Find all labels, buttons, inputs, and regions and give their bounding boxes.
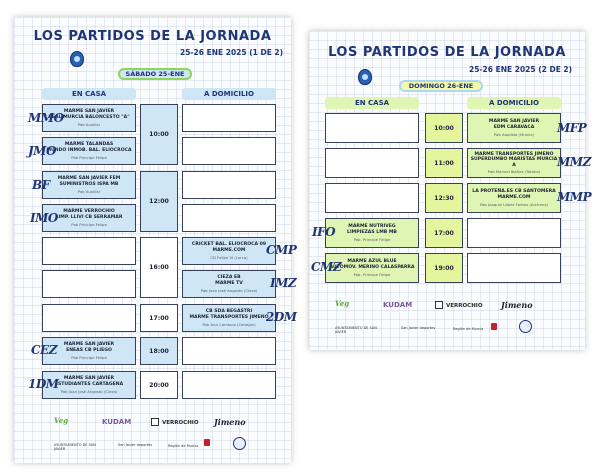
match-time: 18:00 xyxy=(140,337,178,365)
poster-saturday xyxy=(14,17,297,463)
match-venue: Pab. Príncipe Felipe xyxy=(353,236,391,242)
match-venue: Pab Manuel Ibáñez (Totana) xyxy=(487,169,541,175)
match-card xyxy=(42,171,136,199)
sponsor-jimeno-logo: Jimeno xyxy=(214,417,246,427)
match-card xyxy=(467,183,561,213)
match-time: 20:00 xyxy=(140,371,178,399)
column-header-home: EN CASA xyxy=(325,97,419,109)
match-time: 17:00 xyxy=(140,304,178,332)
match-card xyxy=(467,148,561,178)
match-time: 19:00 xyxy=(425,253,463,283)
empty-slot xyxy=(325,113,419,143)
empty-slot xyxy=(182,104,276,132)
empty-slot xyxy=(182,337,276,365)
empty-slot xyxy=(182,171,276,199)
match-venue: Pab Ana Carrasco (Cehegín) xyxy=(202,321,256,327)
empty-slot xyxy=(42,304,136,332)
match-teams: MARME SAN JAVIER FEM SUMINISTROS ISPA MB xyxy=(57,176,121,187)
match-teams: LA PROTEÑA.ES CB SANTOMERA MARME.COM xyxy=(472,189,556,200)
match-venue: Pab Alquibla (Murcia) xyxy=(493,131,535,137)
category-code: MMZ xyxy=(557,155,591,169)
match-time: 11:00 xyxy=(425,148,463,178)
sponsor-kudam-logo: KUDAM xyxy=(383,301,413,309)
empty-slot xyxy=(182,371,276,399)
day-label: DOMINGO 26-ENE xyxy=(399,80,483,92)
match-time: 10:00 xyxy=(425,113,463,143)
column-header-home: EN CASA xyxy=(42,88,136,100)
federation-logo-icon xyxy=(233,437,246,450)
match-teams: MARME AZUL BLUE AUTOMÓV. MERINO CALASPARRA xyxy=(329,259,415,270)
category-code: CMP xyxy=(266,243,297,257)
sponsor-ayuntamiento: AYUNTAMIENTO DE SAN JAVIER xyxy=(54,443,96,451)
verrochio-icon xyxy=(435,301,443,309)
category-code: IFO xyxy=(312,225,336,239)
match-teams: MARME TRANSPORTES JIMENO SUPERDUMBO MARISTAS MURCIA A xyxy=(470,151,558,168)
category-code: IMZ xyxy=(270,276,297,290)
poster-dates: 25-26 ENE 2025 (2 DE 2) xyxy=(469,65,573,74)
match-time: 16:00 xyxy=(140,237,178,298)
match-venue: Pab Juan José Angosto (Cieza) xyxy=(60,388,118,394)
empty-slot xyxy=(182,137,276,165)
sponsor-sanjavier-deportes: San Javier deportes xyxy=(118,443,153,447)
sponsor-sanjavier-deportes: San Javier deportes xyxy=(401,326,436,330)
match-time: 10:00 xyxy=(140,104,178,165)
sponsor-region-murcia: Región de Murcia xyxy=(168,444,199,448)
category-code: 2DM xyxy=(266,310,297,324)
federation-logo-icon xyxy=(519,320,532,333)
match-time: 17:00 xyxy=(425,218,463,248)
sponsor-verrochio-logo: VERROCHIO xyxy=(162,420,199,426)
match-teams: MARME NUTRIVEG LIMPIEZAS LMB MB xyxy=(347,224,397,235)
category-code: 1DM xyxy=(28,377,59,391)
match-venue: Pab Auxiliar xyxy=(77,121,101,127)
club-logo-icon xyxy=(358,69,372,85)
sponsor-region-murcia: Región de Murcia xyxy=(453,327,484,331)
category-code: MFP xyxy=(557,121,587,135)
poster-sunday xyxy=(309,31,592,350)
empty-slot xyxy=(325,148,419,178)
empty-slot xyxy=(42,237,136,265)
match-teams: MARME SAN JAVIER EDM CARAVACA xyxy=(488,119,540,130)
match-teams: MARME TALANDAS MUNDO INMOB. BAL. ELIOCROCA xyxy=(46,142,132,153)
club-logo-icon xyxy=(70,51,84,67)
sponsor-ayuntamiento: AYUNTAMIENTO DE SAN JAVIER xyxy=(335,326,377,334)
match-venue: Pab Joaquín López Fontes (Archena) xyxy=(479,201,549,207)
match-venue: Pab Juan José Angosto (Cieza) xyxy=(200,287,258,293)
match-venue: CD Felipe VI (Lorca) xyxy=(210,254,248,260)
match-teams: CIEZA EB MARME TV xyxy=(215,275,243,286)
poster-dates: 25-26 ENE 2025 (1 DE 2) xyxy=(180,48,284,57)
category-code: MMO xyxy=(28,111,64,125)
category-code: CEZ xyxy=(31,343,57,357)
match-teams: MARME SAN JAVIER ENEAS CB PLIEGO xyxy=(63,342,115,353)
match-teams: MARME SAN JAVIER REAL MURCIA BALONCESTO "A" xyxy=(48,109,130,120)
category-code: MMP xyxy=(557,190,592,204)
category-code: JMO xyxy=(28,144,56,158)
day-label: SÁBADO 25-ENE xyxy=(118,68,192,80)
sponsor-veg-logo: Veg xyxy=(54,416,69,425)
region-murcia-icon xyxy=(491,323,497,330)
match-card xyxy=(42,137,136,165)
match-teams: CRICKET BAL. ELIOCROCA 09 MARME.COM xyxy=(191,242,267,253)
match-time: 12:30 xyxy=(425,183,463,213)
match-card xyxy=(182,304,276,332)
match-teams: CB SDA BEGASTRI MARME TRANSPORTES JIMENO xyxy=(189,309,269,320)
poster-title: LOS PARTIDOS DE LA JORNADA xyxy=(33,29,272,44)
poster-title: LOS PARTIDOS DE LA JORNADA xyxy=(328,45,566,60)
category-code: IMO xyxy=(30,211,58,225)
verrochio-icon xyxy=(151,418,159,426)
match-venue: Pab Principe Felipe xyxy=(71,154,107,160)
match-time: 12:00 xyxy=(140,171,178,232)
region-murcia-icon xyxy=(204,439,210,446)
empty-slot xyxy=(325,183,419,213)
empty-slot xyxy=(467,218,561,248)
empty-slot xyxy=(42,270,136,298)
match-teams: MARME SAN JAVIER ESTUDIANTES CARTAGENA xyxy=(54,376,124,387)
category-code: CMZ xyxy=(311,260,342,274)
sponsor-kudam-logo: KUDAM xyxy=(102,418,132,426)
match-teams: MARME VERROCHIO LIMP. LLIVI CB SERRAMAR xyxy=(55,209,123,220)
empty-slot xyxy=(467,253,561,283)
sponsor-verrochio-logo: VERROCHIO xyxy=(446,303,483,309)
sponsor-veg-logo: Veg xyxy=(335,299,350,308)
match-venue: Pab Auxiliar xyxy=(77,188,101,194)
category-code: BF xyxy=(32,178,50,192)
column-header-away: A DOMICILIO xyxy=(182,88,276,100)
match-card xyxy=(182,270,276,298)
match-venue: Pab Principe Felipe xyxy=(71,221,107,227)
column-header-away: A DOMICILIO xyxy=(467,97,561,109)
match-venue: Pab. Príncipe Felipe xyxy=(353,271,391,277)
match-card xyxy=(182,237,276,265)
match-venue: Pab Principe Felipe xyxy=(71,354,107,360)
sponsor-jimeno-logo: Jimeno xyxy=(501,300,533,310)
empty-slot xyxy=(182,204,276,232)
match-card xyxy=(467,113,561,143)
match-card xyxy=(325,218,419,248)
